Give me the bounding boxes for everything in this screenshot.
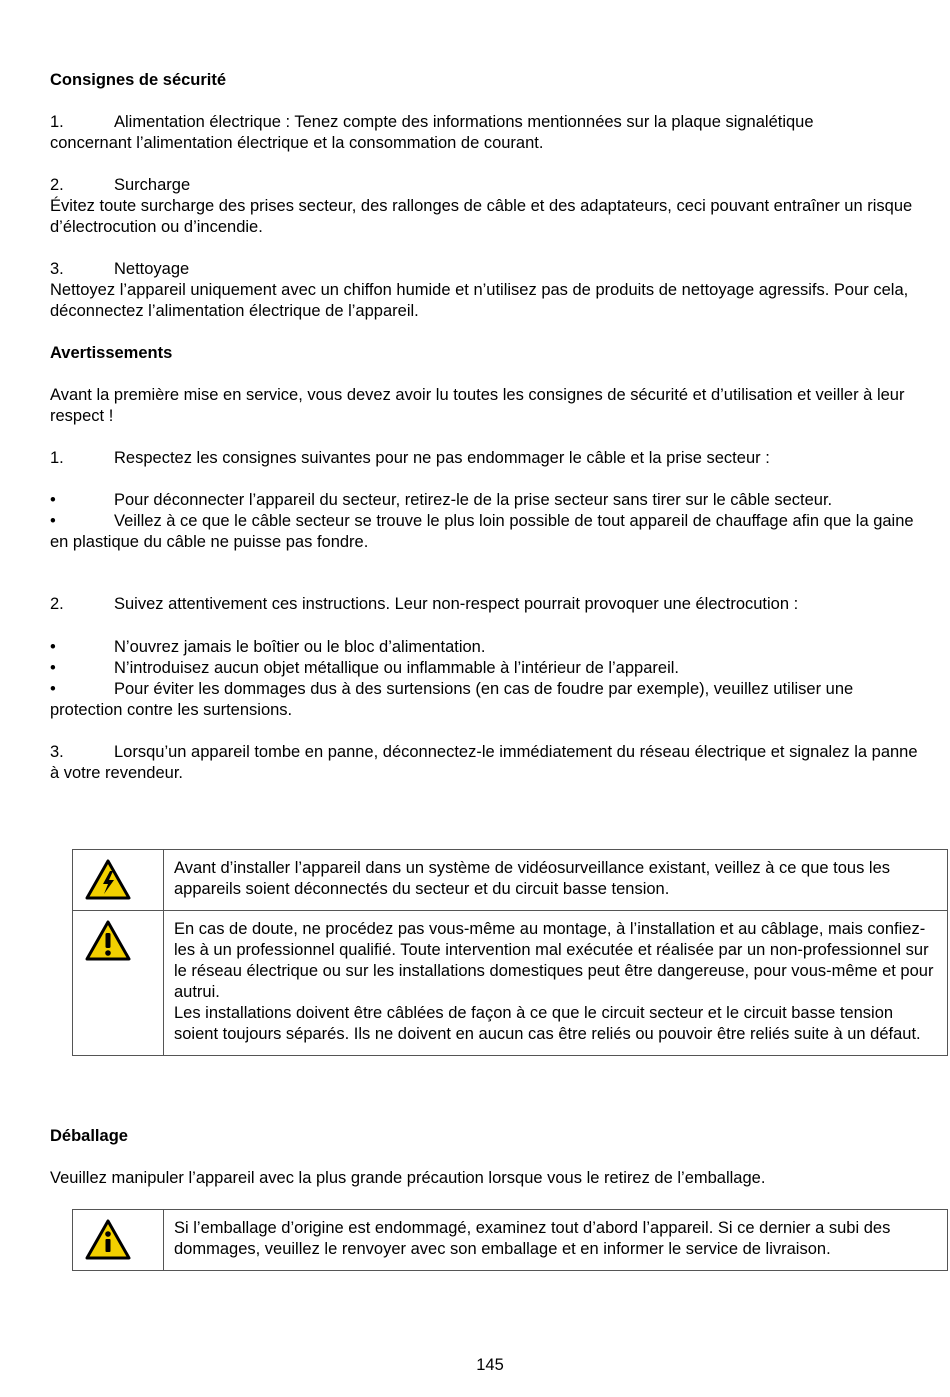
warnings-intro: Avant la première mise en service, vous devez avoir lu toutes les consignes de sécurité et d’utilisation et veiller à leur respect ! <box>50 386 905 425</box>
section-title-safety: Consignes de sécurité <box>50 71 227 89</box>
notice-text-professional: En cas de doute, ne procédez pas vous-même au montage, à l’installation et au câblage, mais confiez-les à un professionnel qualifié. Toute intervention mal exécutée et réalisée par un non-professionnel sur le réseau électrique ou sur les installations domestiques peut être dangereuse, pour vous-même et pour autrui. <box>174 920 934 1001</box>
warnings-item-3: 3. Lorsqu’un appareil tombe en panne, déconnectez-le immédiatement du réseau électrique et signalez la panne à votre revendeur. <box>50 743 918 782</box>
bullet-item: • Pour déconnecter l’appareil du secteur, retirez-le de la prise secteur sans tirer sur le câble secteur. <box>50 491 833 509</box>
safety-item-3: 3. Nettoyage Nettoyez l’appareil uniquement avec un chiffon humide et n’utilisez pas de produits de nettoyage agressifs. Pour cela, déconnectez l’alimentation électrique de l’appareil. <box>50 260 909 320</box>
notice-text-separation: Les installations doivent être câblées de façon à ce que le circuit secteur et le circuit basse tension soient toujours séparés. Ils ne doivent en aucun cas être reliés ou pouvoir être reliés suite à un défaut. <box>174 1004 921 1043</box>
safety-item-2: 2. Surcharge Évitez toute surcharge des prises secteur, des rallonges de câble et des adaptateurs, ceci pouvant entraîner un risque d’électrocution ou d’incendie. <box>50 176 913 236</box>
unpacking-text: Veuillez manipuler l’appareil avec la plus grande précaution lorsque vous le retirez de l’emballage. <box>50 1169 766 1187</box>
bullet-item: • N’introduisez aucun objet métallique ou inflammable à l’intérieur de l’appareil. <box>50 659 679 677</box>
page-content <box>50 70 930 784</box>
info-warning-icon <box>85 1219 131 1261</box>
exclamation-warning-icon <box>85 920 131 962</box>
bullet-item: • Pour éviter les dommages dus à des surtensions (en cas de foudre par exemple), veuillez utiliser une protection contre les surtensions. <box>50 680 854 719</box>
notice-table-installation <box>72 849 948 1056</box>
high-voltage-warning-icon <box>85 859 131 901</box>
section-title-unpacking: Déballage <box>50 1127 128 1145</box>
notice-text-installation: Avant d’installer l’appareil dans un système de vidéosurveillance existant, veillez à ce que tous les appareils soient déconnectés du secteur et du circuit basse tension. <box>164 850 948 911</box>
notice-text-packaging: Si l’emballage d’origine est endommagé, examinez tout d’abord l’appareil. Si ce dernier a subi des dommages, veuillez le renvoyer avec son emballage et en informer le service de livraison. <box>164 1210 948 1271</box>
page-number: 145 <box>476 1356 504 1374</box>
bullet-item: • Veillez à ce que le câble secteur se trouve le plus loin possible de tout appareil de chauffage afin que la gaine en plastique du câble ne puisse pas fondre. <box>50 512 914 551</box>
safety-item-1: 1. Alimentation électrique : Tenez compte des informations mentionnées sur la plaque signalétique concernant l’alimentation électrique et la consommation de courant. <box>50 113 814 152</box>
notice-table-packaging <box>72 1209 948 1271</box>
warnings-item-1: 1. Respectez les consignes suivantes pour ne pas endommager le câble et la prise secteur : <box>50 449 770 467</box>
bullet-item: • N’ouvrez jamais le boîtier ou le bloc d’alimentation. <box>50 638 486 656</box>
warnings-item-2: 2. Suivez attentivement ces instructions. Leur non-respect pourrait provoquer une électrocution : <box>50 595 799 613</box>
section-title-warnings: Avertissements <box>50 344 173 362</box>
